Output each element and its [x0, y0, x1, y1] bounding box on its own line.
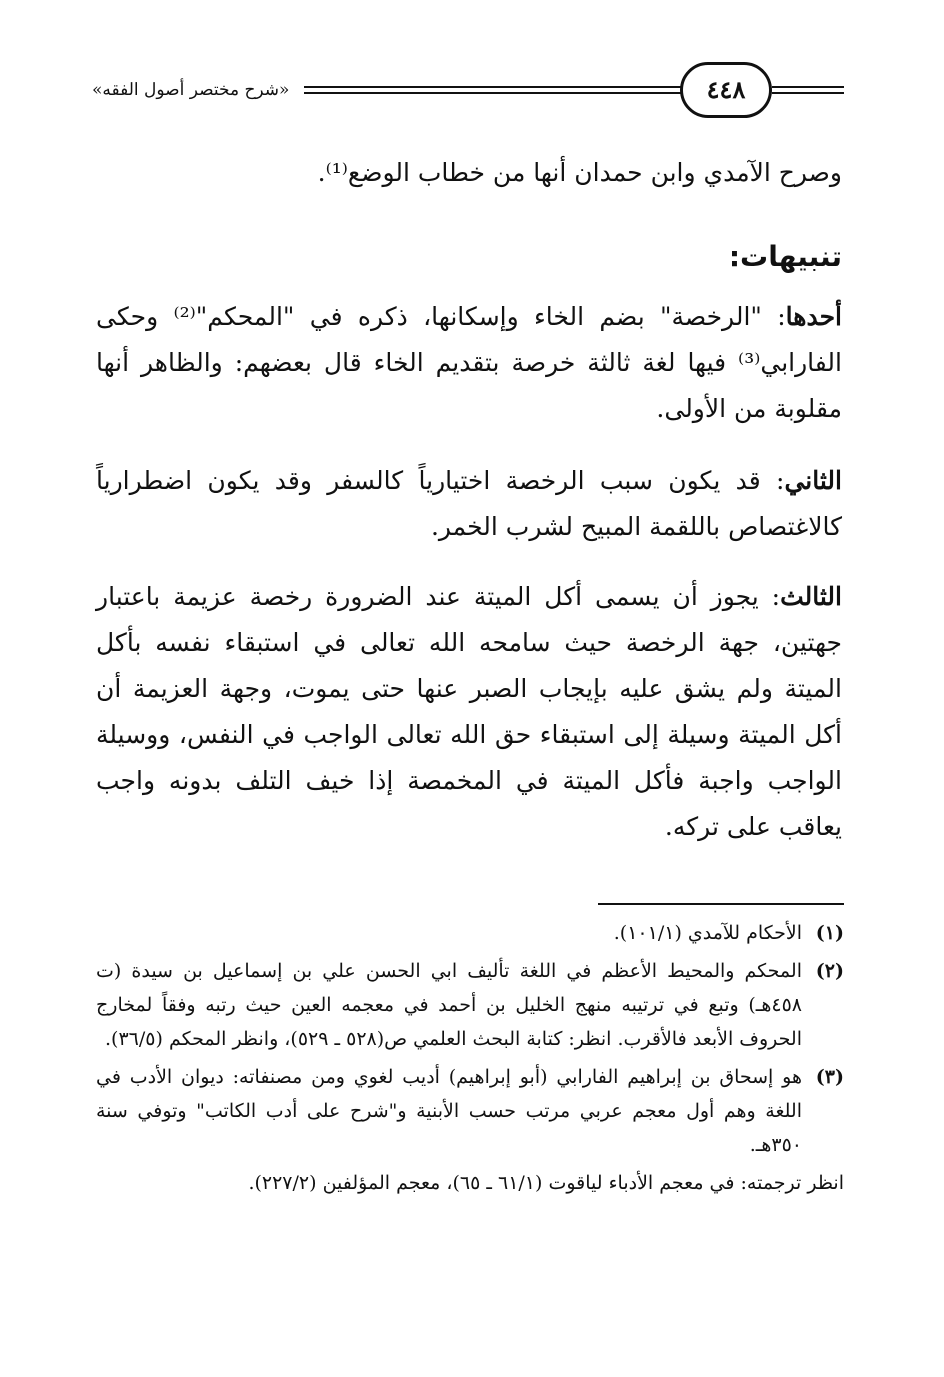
footnote-continuation: انظر ترجمته: في معجم الأدباء لياقوت (٦١/١ ـ ٦٥)، معجم المؤلفين (٢٢٧/٢). [248, 1172, 844, 1194]
footnote-number: (٣) [815, 1066, 844, 1088]
paragraph-text: : قد يكون سبب الرخصة اختيارياً كالسفر وقد يكون اضطرارياً كالاغتصاص باللقمة المبيح لشرب الخمر. [96, 466, 842, 541]
footnote-item [96, 954, 844, 1056]
paragraph-third-note [96, 574, 842, 850]
paragraph-text: : يجوز أن يسمى أكل الميتة عند الضرورة رخصة عزيمة باعتبار جهتين، جهة الرخصة حيث سامحه الله تعالى في استبقاء نفسه بأكل الميتة ولم يشق عليه بإيجاب الصبر عنها حتى يموت، وجهة العزيمة أن أكل الميتة وسيلة إلى استبقاء حق الله تعالى الواجب في النفس، ووسيلة الواجب واجبة فأكل الميتة في المخمصة إذا خيف التلف بدونه واجب يعاقب على تركه. [96, 582, 842, 841]
section-heading: تنبيهات: [728, 240, 842, 273]
paragraph-second-note [96, 458, 842, 550]
paragraph-lead: الثالث [780, 582, 842, 611]
paragraph-intro: وصرح الآمدي وابن حمدان أنها من خطاب الوضع⁽¹⁾. [317, 158, 842, 187]
footnote-separator [598, 903, 844, 905]
paragraph-first-note [96, 294, 842, 432]
running-title: «شرح مختصر أصول الفقه» [92, 80, 290, 100]
footnote-text: الأحكام للآمدي (١٠١/١). [613, 922, 802, 944]
footnotes [96, 916, 844, 1200]
paragraph-text: : "الرخصة" بضم الخاء وإسكانها، ذكره في "المحكم"⁽²⁾ وحكى الفارابي⁽³⁾ فيها لغة ثالثة خرصة بتقديم الخاء قال بعضهم: والظاهر أنها مقلوبة من الأولى. [96, 302, 842, 423]
footnote-text: المحكم والمحيط الأعظم في اللغة تأليف ابي الحسن علي بن إسماعيل بن سيدة (ت ٤٥٨هـ) وتبع في ترتيبه منهج الخليل بن أحمد في معجمه العين حيث رتبه وفقاً لمخارج الحروف الأبعد فالأقرب. انظر: كتابة البحث العلمي ص(٥٢٨ ـ ٥٢٩)، وانظر المحكم (٣٦/٥). [96, 960, 802, 1050]
footnote-number: (١) [815, 922, 844, 944]
paragraph-lead: الثاني [784, 466, 842, 495]
header-rule-right [772, 86, 844, 98]
page-header [92, 62, 844, 122]
page-number: ٤٤٨ [680, 62, 772, 118]
footnote-text: هو إسحاق بن إبراهيم الفارابي (أبو إبراهيم) أديب لغوي ومن مصنفاته: ديوان الأدب في اللغة وهم أول معجم عربي مرتب حسب الأبنية و"شرح على أدب الكاتب" وتوفي سنة ٣٥٠هـ. [96, 1066, 802, 1156]
footnote-item [96, 1060, 844, 1162]
paragraph-lead: أحدها [785, 302, 842, 331]
footnote-item [96, 916, 844, 950]
footnote-number: (٢) [815, 960, 844, 982]
